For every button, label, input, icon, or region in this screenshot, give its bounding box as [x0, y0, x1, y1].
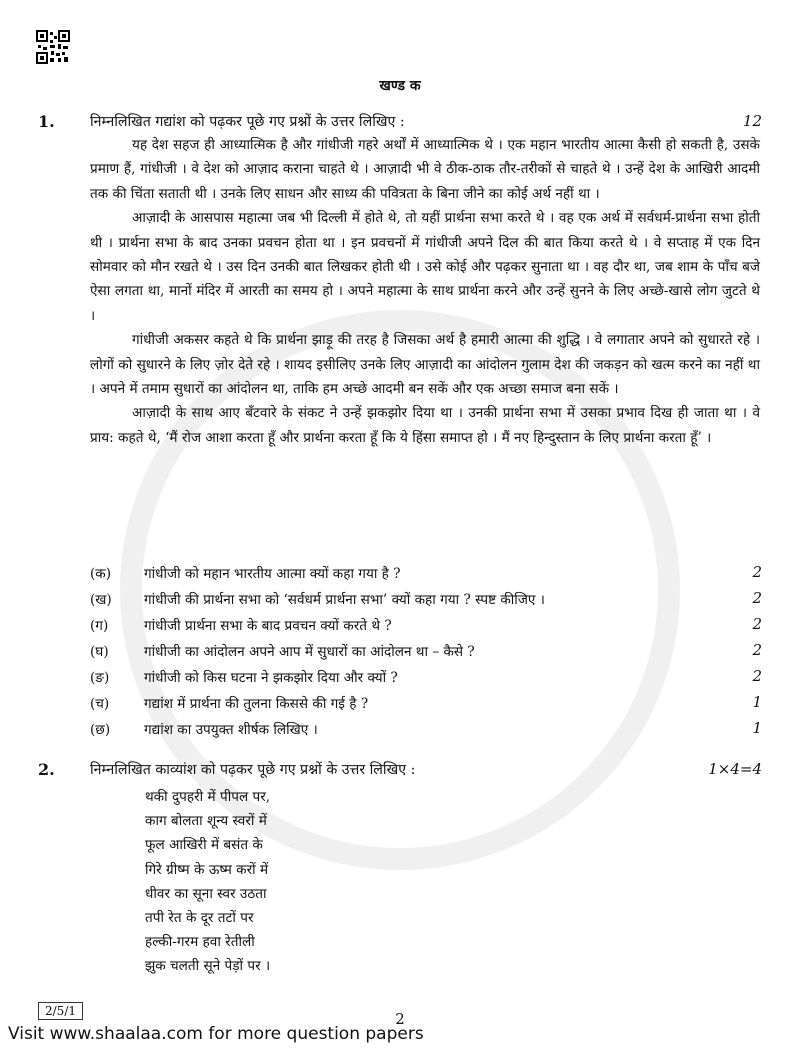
subquestion-marks: 1: [752, 719, 762, 737]
poem-line: थकी दुपहरी में पीपल पर,: [145, 789, 271, 805]
section-title: खण्ड क: [379, 78, 421, 94]
passage-paragraph: गांधीजी अकसर कहते थे कि प्रार्थना झाड़ू की तरह है जिसका अर्थ है हमारी आत्मा की शुद्धि । वे लगातार अपने को सुधारते रहे । लोगों को सुधारने के लिए ज़ोर देते रहे । शायद इसीलिए उनके लिए आज़ादी का आंदोलन गुलाम देश की जकड़न को खत्म करने का नहीं था । अपने में तमाम सुधारों का आंदोलन था, ताकि हम अच्छे आदमी बन सकें और एक अच्छा समाज बना सकें ।: [90, 332, 760, 398]
subquestion-text: गांधीजी को किस घटना ने झकझोर दिया और क्यों ?: [144, 670, 398, 686]
poem-line: काग बोलता शून्य स्वरों में: [145, 813, 267, 830]
subquestion-text: गांधीजी का आंदोलन अपने आप में सुधारों का आंदोलन था – कैसे ?: [144, 644, 475, 660]
subquestion-label: (छ): [90, 722, 111, 738]
subquestion-text: गद्यांश में प्रार्थना की तुलना किससे की गई है ?: [144, 696, 369, 712]
poem-line: झुक चलती सूने पेड़ों पर ।: [145, 958, 271, 975]
question-2-instruction: निम्नलिखित काव्यांश को पढ़कर पूछे गए प्रश्नों के उत्तर लिखिए :: [90, 762, 416, 778]
subquestion-text: गद्यांश का उपयुक्त शीर्षक लिखिए ।: [144, 722, 318, 738]
subquestion-marks: 2: [752, 615, 762, 633]
passage-paragraph: यह देश सहज ही आध्यात्मिक है और गांधीजी गहरे अर्थों में आध्यात्मिक थे । एक महान भारतीय आत्मा कैसी हो सकती है, उसके प्रमाण हैं, गांधीजी । वे देश को आज़ाद कराना चाहते थे । आज़ादी भी वे ठीक-ठाक तौर-तरीकों से चाहते थे । उन्हें देश के आखिरी आदमी तक की चिंता सताती थी । उनके लिए साधन और साध्य की पवित्रता के बिना जीने का कोई अर्थ नहीं था ।: [90, 137, 760, 202]
passage-paragraph: आज़ादी के साथ आए बँटवारे के संकट ने उन्हें झकझोर दिया था । उनकी प्रार्थना सभा में उसका प्रभाव दिख ही जाता था । वे प्राय: कहते थे, ‘मैं रोज आशा करता हूँ और प्रार्थना करता हूँ कि ये हिंसा समाप्त हो । मैं नए हिन्दुस्तान के लिए प्रार्थना करता हूँ’ ।: [90, 405, 760, 446]
subquestion-marks: 2: [752, 563, 762, 581]
subquestion-gha: [90, 641, 762, 665]
poem-line: हल्की-गरम हवा रेतीली: [145, 934, 255, 951]
question-2-number: 2.: [38, 760, 55, 779]
subquestion-label: (ङ): [90, 670, 110, 686]
subquestion-marks: 1: [752, 693, 762, 711]
subquestion-label: (ख): [90, 592, 112, 608]
question-1-instruction: निम्नलिखित गद्यांश को पढ़कर पूछे गए प्रश्नों के उत्तर लिखिए :: [90, 114, 405, 130]
question-2-marks: 1×4=4: [708, 760, 762, 778]
poem-line: फूल आखिरी में बसंत के: [145, 837, 263, 854]
page-number: 2: [395, 1010, 405, 1028]
subquestion-label: (घ): [90, 644, 109, 660]
subquestion-text: गांधीजी प्रार्थना सभा के बाद प्रवचन क्यों करते थे ?: [144, 618, 392, 634]
subquestion-chha: [90, 719, 762, 743]
subquestion-marks: 2: [752, 641, 762, 659]
subquestion-cha: [90, 693, 762, 717]
subquestion-kha: [90, 589, 762, 613]
subquestion-text: गांधीजी को महान भारतीय आत्मा क्यों कहा गया है ?: [144, 566, 401, 582]
question-1-number: 1.: [38, 112, 55, 131]
qr-code-icon: [36, 30, 70, 64]
question-2-poem: [145, 785, 270, 979]
subquestion-nga: [90, 667, 762, 691]
paper-code: 2/5/1: [38, 1002, 83, 1020]
poem-line: धीवर का सूना स्वर उठता: [145, 885, 267, 902]
passage-paragraph: आज़ादी के आसपास महात्मा जब भी दिल्ली में होते थे, तो यहीं प्रार्थना सभा करते थे । वह एक अर्थ में सर्वधर्म-प्रार्थना सभा होती थी । प्रार्थना सभा के बाद उनका प्रवचन होता था । इन प्रवचनों में गांधीजी अपने दिल की बात किया करते थे । वे सप्ताह में एक दिन सोमवार को मौन रखते थे । उस दिन उनकी बात लिखकर होती थी । उसे कोई और पढ़कर सुनाता था । वह दौर था, जब शाम के पाँच बजे ऐसा लगता था, मानों मंदिर में आरती का समय हो । अपने महात्मा के साथ प्रार्थना करने और उन्हें सुनने के लिए अच्छे-खासे लोग जुटते थे ।: [90, 210, 760, 324]
subquestion-text: गांधीजी की प्रार्थना सभा को ‘सर्वधर्म प्रार्थना सभा’ क्यों कहा गया ? स्पष्ट कीजिए ।: [144, 592, 545, 608]
subquestion-ka: [90, 563, 762, 587]
poem-line: तपी रेत के दूर तटों पर: [145, 910, 254, 927]
subquestion-marks: 2: [752, 667, 762, 685]
subquestion-ga: [90, 615, 762, 639]
subquestion-label: (ग): [90, 618, 109, 634]
subquestion-marks: 2: [752, 589, 762, 607]
question-1-marks: 12: [742, 112, 762, 130]
subquestion-label: (च): [90, 696, 110, 712]
subquestion-label: (क): [90, 566, 112, 582]
website-footer-note: Visit www.shaalaa.com for more question papers: [8, 1024, 424, 1044]
question-1-passage: [90, 133, 760, 450]
poem-line: गिरे ग्रीष्म के ऊष्म करों में: [145, 861, 269, 878]
